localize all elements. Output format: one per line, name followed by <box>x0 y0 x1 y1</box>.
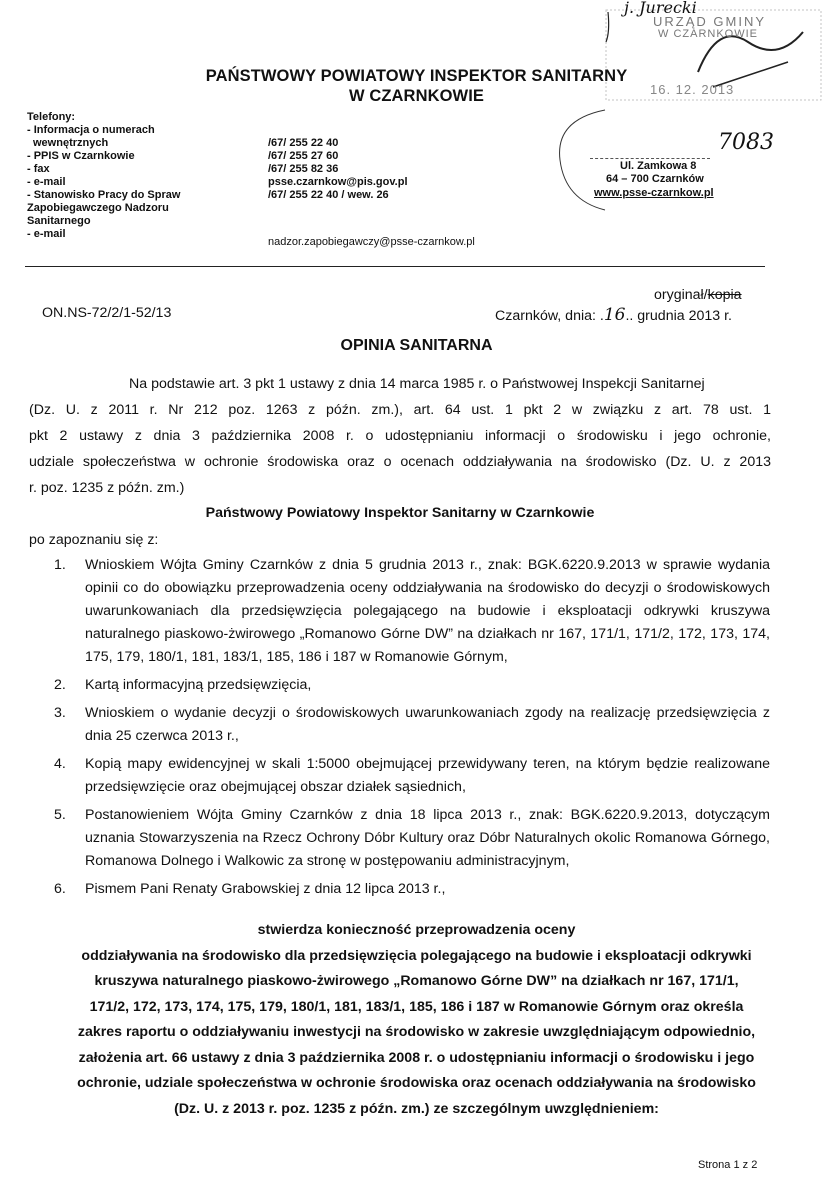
address-street: Ul. Zamkowa 8 <box>620 160 697 172</box>
decision-line: kruszywa naturalnego piaskowo-żwirowego „Romanowo Górne DW” na działkach nr 167, 171/1, <box>94 973 739 989</box>
stamp-office-place: W CZARNKOWIE <box>658 28 758 40</box>
decision-line: ochronie, udziale społeczeństwa w ochronie środowiska oraz ocenach oddziaływania na środowisko <box>77 1075 756 1091</box>
contact-phone: /67/ 255 27 60 <box>268 150 339 162</box>
decision-line: oddziaływania na środowisko dla przedsięwzięcia polegającego na budowie i eksploatacji odkrywki <box>81 947 752 964</box>
header-divider <box>25 266 765 267</box>
document-title: OPINIA SANITARNA <box>340 337 493 354</box>
intro-line: udziale społeczeństwa w ochronie środowiska oraz o ocenach oddziaływania na środowisko (Dz. U. z 2013 <box>29 454 771 470</box>
contact-label: - fax <box>27 163 50 175</box>
list-item <box>54 702 770 748</box>
contacts-heading: Telefony: <box>27 111 76 123</box>
list-item <box>54 878 770 901</box>
date-day: 16 <box>603 305 626 325</box>
contacts-values <box>268 137 408 202</box>
intro-line: (Dz. U. z 2011 r. Nr 212 poz. 1263 z późn. zm.), art. 64 ust. 1 pkt 2 w związku z art. 78 ust. 1 <box>29 402 771 418</box>
list-item-text: Kopią mapy ewidencyjnej w skali 1:5000 obejmującej przewidywany teren, na którym będzie realizowane przedsięwzięcie oraz obejmującej obszar działek sąsiednich, <box>85 756 770 795</box>
contact-label: - e-mail <box>27 228 66 240</box>
original-copy-marker <box>654 287 742 303</box>
contact-phone: /67/ 255 22 40 <box>268 137 339 149</box>
address-city: 64 – 700 Czarnków <box>606 173 704 185</box>
decision-line: zakres raportu o oddziaływaniu inwestycji na środowisko w zakresie uwzględniającym odpowiednio, <box>77 1024 756 1040</box>
contact-label: - Stanowisko Pracy do Spraw <box>27 189 181 201</box>
list-item-number: 3. <box>54 705 66 721</box>
list-item-number: 4. <box>54 756 66 772</box>
decision-line: stwierdza konieczność przeprowadzenia oceny <box>257 922 576 938</box>
list-item-number: 2. <box>54 677 66 693</box>
contact-label: - PPIS w Czarnkowie <box>27 150 135 162</box>
contact-label: Zapobiegawczego Nadzoru <box>27 202 169 214</box>
case-number: ON.NS-72/2/1-52/13 <box>42 305 172 321</box>
list-item-text: Wnioskiem o wydanie decyzji o środowiskowych uwarunkowaniach zgody na realizację przedsięwzięcia z dnia 25 czerwca 2013 r., <box>85 705 770 744</box>
header-title-line1: PAŃSTWOWY POWIATOWY INSPEKTOR SANITARNY <box>205 67 628 85</box>
list-item-number: 1. <box>54 557 66 573</box>
date-prefix: Czarnków, dnia: . <box>495 308 604 324</box>
header-title-line2: W CZARNKOWIE <box>348 87 484 105</box>
decision-block <box>20 918 813 1122</box>
documents-list <box>54 554 770 906</box>
list-item-text: Pismem Pani Renaty Grabowskiej z dnia 12 lipca 2013 r., <box>85 881 446 897</box>
decision-line: założenia art. 66 ustawy z dnia 3 października 2008 r. o udostępnianiu informacji o środowisku i jego <box>78 1049 755 1066</box>
seal-outline <box>550 100 610 220</box>
page-number: Strona 1 z 2 <box>698 1159 758 1171</box>
stamp-line <box>590 158 710 159</box>
contacts-labels <box>27 124 180 241</box>
contact-label: Sanitarnego <box>27 215 91 227</box>
stamp-date: 16. 12. 2013 <box>650 82 735 97</box>
after-review: po zapoznaniu się z: <box>29 532 159 548</box>
list-item <box>54 674 770 697</box>
intro-line: r. poz. 1235 z późn. zm.) <box>29 480 185 496</box>
date-suffix: .. grudnia 2013 r. <box>625 308 732 324</box>
list-item-text: Postanowieniem Wójta Gminy Czarnków z dnia 18 lipca 2013 r., znak: BGK.6220.9.2013, dotyczącym uznania Stowarzyszenia na Rzecz Ochrony Dóbr Kultury oraz Dóbr Naturalnych okolic Romanowa Górnego, Romanowa Dolnego i Walkowic za stronę w postępowaniu administracyjnym, <box>85 807 770 869</box>
contact-phone: /67/ 255 22 40 / wew. 26 <box>268 189 389 201</box>
authority-name: Państwowy Powiatowy Inspektor Sanitarny w Czarnkowie <box>205 505 595 521</box>
contact-fax: /67/ 255 82 36 <box>268 163 339 175</box>
website-link[interactable]: www.psse-czarnkow.pl <box>594 187 714 199</box>
received-number: 7083 <box>718 130 774 155</box>
decision-line: (Dz. U. z 2013 r. poz. 1235 z późn. zm.) ze szczególnym uwzględnieniem: <box>174 1100 659 1117</box>
intro-line: pkt 2 ustawy z dnia 3 października 2008 r. o udostępnianiu informacji o środowisku i jego ochronie, <box>29 428 771 444</box>
list-item-number: 5. <box>54 807 66 823</box>
contact-email[interactable]: psse.czarnkow@pis.gov.pl <box>268 176 408 188</box>
list-item-text: Wnioskiem Wójta Gminy Czarnków z dnia 5 grudnia 2013 r., znak: BGK.6220.9.2013 w sprawie wydania opinii co do obowiązku przeprowadzenia oceny oddziaływania na środowisko do decyzji o środowiskowych uwarunkowaniach dla przedsięwzięcia polegającego na budowie i eksploatacji odkrywki kruszywa naturalnego piaskowo-żwirowego „Romanowo Górne DW” na działkach nr 167, 171/1, 171/2, 172, 173, 174, 175, 179, 180/1, 181, 183/1, 185, 186 i 187 w Romanowie Górnym, <box>85 557 770 665</box>
contact-label: - Informacja o numerach <box>27 124 155 136</box>
handwritten-note: j. Jurecki <box>624 0 697 17</box>
document-date <box>495 305 732 325</box>
intro-line: Na podstawie art. 3 pkt 1 ustawy z dnia 14 marca 1985 r. o Państwowej Inspekcji Sanitarnej <box>129 376 705 392</box>
list-item-text: Kartą informacyjną przedsięwzięcia, <box>85 677 312 693</box>
list-item <box>54 753 770 799</box>
contact-label: wewnętrznych <box>33 137 109 149</box>
list-item-number: 6. <box>54 881 66 897</box>
list-item <box>54 804 770 873</box>
stamp-office: URZĄD GMINY <box>653 14 766 29</box>
contact-email-supervision[interactable]: nadzor.zapobiegawczy@psse-czarnkow.pl <box>268 236 475 248</box>
list-item <box>54 554 770 669</box>
decision-line: 171/2, 172, 173, 174, 175, 179, 180/1, 181, 183/1, 185, 186 i 187 w Romanowie Górnym oraz określa <box>89 998 744 1015</box>
original-label: oryginał/ <box>654 287 708 303</box>
contact-label: - e-mail <box>27 176 66 188</box>
copy-label: kopia <box>707 287 742 303</box>
